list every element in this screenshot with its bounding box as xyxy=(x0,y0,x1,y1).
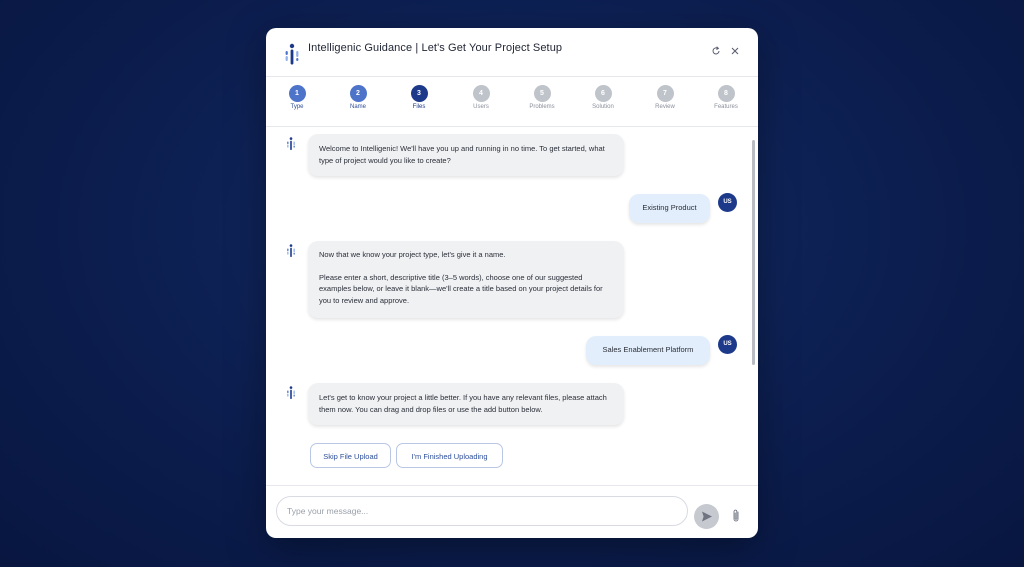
refresh-button[interactable] xyxy=(708,43,724,59)
step-files[interactable] xyxy=(394,85,444,110)
user-avatar: US xyxy=(718,335,737,354)
user-message xyxy=(629,194,710,223)
message-composer xyxy=(266,485,758,538)
step-number: 7 xyxy=(657,85,674,102)
attach-button[interactable] xyxy=(729,508,743,524)
chat-transcript[interactable] xyxy=(266,127,758,485)
step-review xyxy=(640,85,690,110)
assistant-avatar-icon xyxy=(285,244,297,258)
user-message xyxy=(586,336,710,365)
message-text: Please enter a short, descriptive title (3–5 words), choose one of our suggested examples below, or leave it blank—we'll create a title based on your project details for you to review and approve. xyxy=(319,272,603,305)
message-text: Let's get to know your project a little better. If you have any relevant files, please attach them now. You can drag and drop files or use the add button below. xyxy=(319,393,607,414)
message-text: Now that we know your project type, let's give it a name. xyxy=(319,250,506,259)
step-label: Problems xyxy=(529,104,555,110)
step-label: Type xyxy=(290,104,304,110)
message-text: Sales Enablement Platform xyxy=(602,345,694,354)
step-number: 3 xyxy=(411,85,428,102)
step-number: 6 xyxy=(595,85,612,102)
refresh-icon xyxy=(711,46,721,56)
chat-scrollbar[interactable] xyxy=(752,140,755,365)
assistant-message xyxy=(308,134,624,176)
progress-stepper xyxy=(266,76,758,127)
step-users xyxy=(456,85,506,110)
user-avatar: US xyxy=(718,193,737,212)
close-icon xyxy=(730,46,740,56)
message-input[interactable] xyxy=(276,496,688,526)
step-number: 5 xyxy=(534,85,551,102)
step-number: 2 xyxy=(350,85,367,102)
dialog-title: Intelligenic Guidance | Let's Get Your Project Setup xyxy=(308,42,563,54)
step-features xyxy=(701,85,751,110)
step-label: Name xyxy=(349,104,366,110)
step-label: Features xyxy=(714,104,738,110)
assistant-message xyxy=(308,241,624,318)
message-text: Existing Product xyxy=(642,203,697,212)
message-text: Welcome to Intelligenic! We'll have you up and running in no time. To get started, what type of project would you like to create? xyxy=(319,144,605,165)
step-number: 4 xyxy=(473,85,490,102)
step-label: Review xyxy=(655,104,675,110)
close-button[interactable] xyxy=(727,43,743,59)
step-problems xyxy=(517,85,567,110)
assistant-message xyxy=(308,383,624,425)
onboarding-dialog xyxy=(266,28,758,538)
assistant-avatar-icon xyxy=(285,137,297,151)
step-label: Users xyxy=(473,104,489,110)
step-label: Files xyxy=(412,104,426,110)
send-button[interactable] xyxy=(694,504,719,529)
send-icon xyxy=(694,504,719,529)
step-label: Solution xyxy=(592,104,614,110)
paperclip-icon xyxy=(729,508,743,524)
step-number: 1 xyxy=(289,85,306,102)
finished-uploading-button[interactable]: I'm Finished Uploading xyxy=(396,443,503,468)
assistant-avatar-icon xyxy=(285,386,297,400)
step-number: 8 xyxy=(718,85,735,102)
skip-file-upload-button[interactable]: Skip File Upload xyxy=(310,443,391,468)
dialog-header xyxy=(266,28,758,77)
step-solution xyxy=(578,85,628,110)
intelligenic-logo-icon xyxy=(282,43,302,67)
step-name[interactable] xyxy=(333,85,383,110)
step-type[interactable] xyxy=(272,85,322,110)
